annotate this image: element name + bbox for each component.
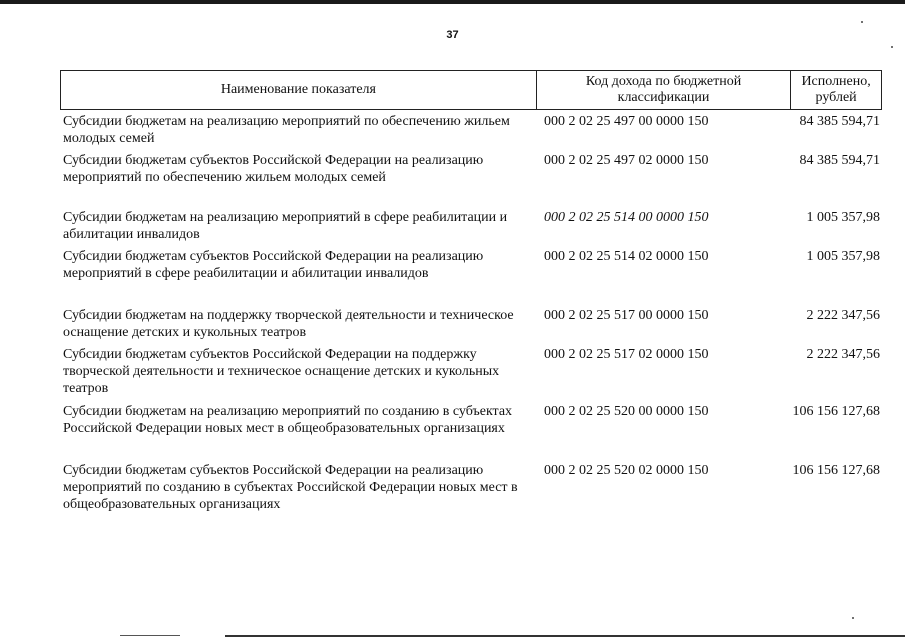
header-amount: Исполнено, рублей <box>801 74 871 105</box>
row-amount: 106 156 127,68 <box>792 404 880 419</box>
scan-speck <box>891 46 893 48</box>
bottom-border-rule <box>225 635 905 637</box>
row-amount: 84 385 594,71 <box>799 114 880 129</box>
table-header-row <box>60 70 882 110</box>
table-row <box>60 346 882 397</box>
table-row <box>60 403 882 437</box>
table-row <box>60 248 882 282</box>
scan-speck <box>861 21 863 23</box>
revenue-table <box>60 70 882 512</box>
row-amount: 1 005 357,98 <box>806 210 880 225</box>
row-code: 000 2 02 25 497 02 0000 150 <box>544 153 709 168</box>
row-code: 000 2 02 25 520 02 0000 150 <box>544 463 709 478</box>
header-code: Код дохода по бюджетной классификации <box>536 71 791 109</box>
row-code: 000 2 02 25 497 00 0000 150 <box>544 114 709 129</box>
table-row <box>60 462 882 513</box>
row-name: Субсидии бюджетам на реализацию мероприятий по созданию в субъектах Российской Федерации новых мест в общеобразовательных организациях <box>63 404 513 436</box>
row-name: Субсидии бюджетам на реализацию мероприятий по обеспечению жильем молодых семей <box>63 114 510 146</box>
table-row <box>60 113 882 147</box>
bottom-border-rule <box>120 635 180 636</box>
scan-speck <box>852 617 854 619</box>
row-code: 000 2 02 25 520 00 0000 150 <box>544 404 709 419</box>
row-amount: 2 222 347,56 <box>806 308 880 323</box>
top-border-rule <box>0 0 905 4</box>
header-name: Наименование показателя <box>220 82 376 97</box>
row-amount: 106 156 127,68 <box>792 463 880 478</box>
row-name: Субсидии бюджетам на реализацию мероприятий в сфере реабилитации и абилитации инвалидов <box>63 210 508 242</box>
row-code: 000 2 02 25 514 02 0000 150 <box>544 249 709 264</box>
row-amount: 2 222 347,56 <box>806 347 880 362</box>
row-name: Субсидии бюджетам на поддержку творческой деятельности и техническое оснащение детских и кукольных театров <box>63 308 514 340</box>
row-name: Субсидии бюджетам субъектов Российской Федерации на реализацию мероприятий по созданию в субъектах Российской Федерации новых мест в общеобразовательных организациях <box>63 463 518 512</box>
page-number: 37 <box>446 29 459 41</box>
row-code: 000 2 02 25 514 00 0000 150 <box>544 210 709 225</box>
row-name: Субсидии бюджетам субъектов Российской Федерации на реализацию мероприятий в сфере реабилитации и абилитации инвалидов <box>63 249 484 281</box>
table-row <box>60 152 882 186</box>
row-name: Субсидии бюджетам субъектов Российской Федерации на поддержку творческой деятельности и техническое оснащение детских и кукольных театров <box>63 347 500 396</box>
row-amount: 1 005 357,98 <box>806 249 880 264</box>
row-code: 000 2 02 25 517 00 0000 150 <box>544 308 709 323</box>
table-row <box>60 209 882 243</box>
table-row <box>60 307 882 341</box>
row-amount: 84 385 594,71 <box>799 153 880 168</box>
row-name: Субсидии бюджетам субъектов Российской Федерации на реализацию мероприятий по обеспечению жильем молодых семей <box>63 153 484 185</box>
row-code: 000 2 02 25 517 02 0000 150 <box>544 347 709 362</box>
